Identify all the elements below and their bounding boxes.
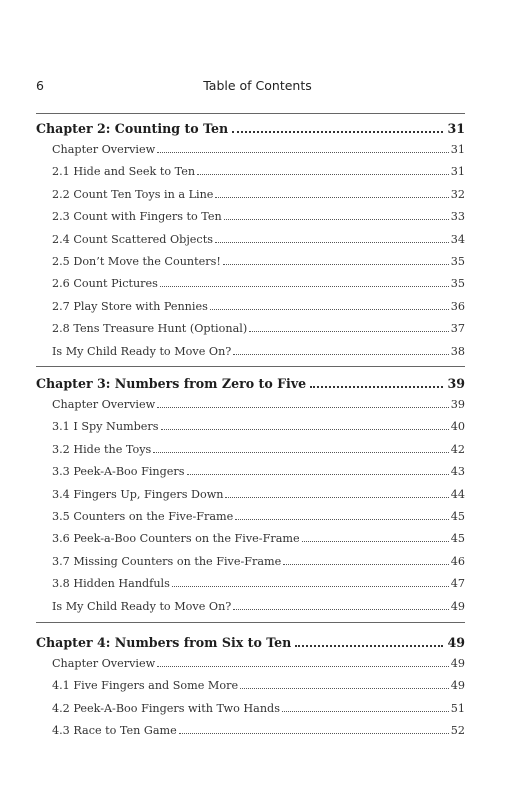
entry-page: 49 xyxy=(450,679,465,693)
chapter-page: 49 xyxy=(447,635,465,650)
section-rule xyxy=(36,113,465,114)
entry-page: 43 xyxy=(450,465,465,479)
entry-page: 52 xyxy=(450,724,465,738)
dot-leader xyxy=(295,644,443,647)
entry-label: Chapter Overview xyxy=(52,143,156,156)
entry-label: 3.5 Counters on the Five-Frame xyxy=(52,509,234,523)
toc-entry[interactable] xyxy=(36,165,465,187)
toc-entry[interactable] xyxy=(36,488,465,510)
entry-label: 4.3 Race to Ten Game xyxy=(52,724,177,738)
toc-entry[interactable] xyxy=(36,233,465,255)
toc-entry[interactable] xyxy=(36,188,465,210)
entry-label: 2.5 Don’t Move the Counters! xyxy=(52,254,221,268)
dot-leader xyxy=(235,518,448,520)
entry-page: 31 xyxy=(450,165,465,179)
entry-page: 31 xyxy=(450,143,465,156)
toc-entry[interactable] xyxy=(36,143,465,165)
entry-page: 39 xyxy=(450,398,465,411)
section-rule xyxy=(36,622,465,623)
toc-entry[interactable] xyxy=(36,555,465,577)
dot-leader xyxy=(187,473,449,475)
dot-leader xyxy=(233,608,448,610)
dot-leader xyxy=(240,687,449,689)
chapter-page: 39 xyxy=(447,376,465,391)
entry-page: 33 xyxy=(450,210,465,224)
entry-page: 45 xyxy=(450,509,465,523)
entry-page: 34 xyxy=(450,232,465,246)
dot-leader xyxy=(225,496,448,498)
toc-entry[interactable] xyxy=(36,443,465,465)
toc-entry[interactable] xyxy=(36,277,465,299)
chapter-title: Chapter 2: Counting to Ten xyxy=(36,121,229,136)
entry-page: 42 xyxy=(450,442,465,456)
dot-leader xyxy=(310,385,443,388)
entry-label: 2.3 Count with Fingers to Ten xyxy=(52,210,222,224)
page-number: 6 xyxy=(36,78,44,93)
dot-leader xyxy=(153,451,448,453)
chapter-3 xyxy=(36,376,465,622)
dot-leader xyxy=(283,563,448,565)
toc-entry[interactable] xyxy=(36,657,465,679)
dot-leader xyxy=(157,151,449,153)
toc-entry[interactable] xyxy=(36,510,465,532)
dot-leader xyxy=(157,665,449,667)
entry-label: 2.4 Count Scattered Objects xyxy=(52,232,213,246)
entry-label: Is My Child Ready to Move On? xyxy=(52,344,232,358)
chapter-heading[interactable] xyxy=(36,121,465,143)
dot-leader xyxy=(233,353,448,355)
chapter-title: Chapter 3: Numbers from Zero to Five xyxy=(36,376,307,391)
toc-entry[interactable] xyxy=(36,465,465,487)
toc-entry[interactable] xyxy=(36,255,465,277)
entry-label: 2.7 Play Store with Pennies xyxy=(52,299,208,313)
entry-label: 3.4 Fingers Up, Fingers Down xyxy=(52,487,224,501)
entry-label: Is My Child Ready to Move On? xyxy=(52,599,232,613)
toc-entry[interactable] xyxy=(36,532,465,554)
toc-entry[interactable] xyxy=(36,600,465,622)
entry-label: 3.7 Missing Counters on the Five-Frame xyxy=(52,554,282,568)
entry-page: 49 xyxy=(450,657,465,670)
entry-label: 3.6 Peek-a-Boo Counters on the Five-Frame xyxy=(52,532,300,546)
entry-page: 40 xyxy=(450,420,465,434)
dot-leader xyxy=(249,330,449,332)
toc-entry[interactable] xyxy=(36,679,465,701)
chapter-title: Chapter 4: Numbers from Six to Ten xyxy=(36,635,292,650)
toc-entry[interactable] xyxy=(36,345,465,367)
toc-entry[interactable] xyxy=(36,210,465,232)
entry-label: 2.8 Tens Treasure Hunt (Optional) xyxy=(52,322,248,336)
entry-page: 49 xyxy=(450,599,465,613)
entry-page: 32 xyxy=(450,187,465,201)
chapter-heading[interactable] xyxy=(36,376,465,398)
chapter-4 xyxy=(36,635,465,747)
entry-page: 35 xyxy=(450,277,465,291)
toc-entry[interactable] xyxy=(36,420,465,442)
dot-leader xyxy=(179,732,449,734)
entry-label: 3.2 Hide the Toys xyxy=(52,442,152,456)
chapter-2 xyxy=(36,121,465,367)
dot-leader xyxy=(282,710,449,712)
dot-leader xyxy=(223,263,449,265)
running-title: Table of Contents xyxy=(203,78,312,93)
entry-label: 3.3 Peek-A-Boo Fingers xyxy=(52,465,185,479)
toc-entry[interactable] xyxy=(36,398,465,420)
dot-leader xyxy=(172,585,449,587)
toc-entry[interactable] xyxy=(36,300,465,322)
entry-label: Chapter Overview xyxy=(52,657,156,670)
chapter-heading[interactable] xyxy=(36,635,465,657)
entry-label: 3.1 I Spy Numbers xyxy=(52,420,159,434)
entry-page: 35 xyxy=(450,254,465,268)
entry-page: 38 xyxy=(450,344,465,358)
entry-page: 51 xyxy=(450,701,465,715)
dot-leader xyxy=(224,218,449,220)
entry-label: 3.8 Hidden Handfuls xyxy=(52,577,170,591)
entry-label: 2.6 Count Pictures xyxy=(52,277,158,291)
dot-leader xyxy=(215,241,449,243)
chapter-page: 31 xyxy=(447,121,465,136)
dot-leader xyxy=(197,173,449,175)
entry-label: Chapter Overview xyxy=(52,398,156,411)
section-rule xyxy=(36,366,465,367)
dot-leader xyxy=(157,406,449,408)
entry-label: 2.1 Hide and Seek to Ten xyxy=(52,165,196,179)
entry-page: 45 xyxy=(450,532,465,546)
toc-entry[interactable] xyxy=(36,724,465,746)
entry-page: 37 xyxy=(450,322,465,336)
dot-leader xyxy=(215,196,448,198)
running-head xyxy=(36,78,479,98)
dot-leader xyxy=(302,540,449,542)
entry-label: 4.2 Peek-A-Boo Fingers with Two Hands xyxy=(52,701,280,715)
dot-leader xyxy=(160,285,449,287)
toc-entry[interactable] xyxy=(36,322,465,344)
entry-page: 44 xyxy=(450,487,465,501)
entry-page: 47 xyxy=(450,577,465,591)
toc-entry[interactable] xyxy=(36,577,465,599)
dot-leader xyxy=(161,428,449,430)
entry-page: 46 xyxy=(450,554,465,568)
dot-leader xyxy=(210,308,449,310)
entry-label: 4.1 Five Fingers and Some More xyxy=(52,679,239,693)
entry-label: 2.2 Count Ten Toys in a Line xyxy=(52,187,214,201)
entry-page: 36 xyxy=(450,299,465,313)
toc-entry[interactable] xyxy=(36,702,465,724)
dot-leader xyxy=(232,130,443,133)
